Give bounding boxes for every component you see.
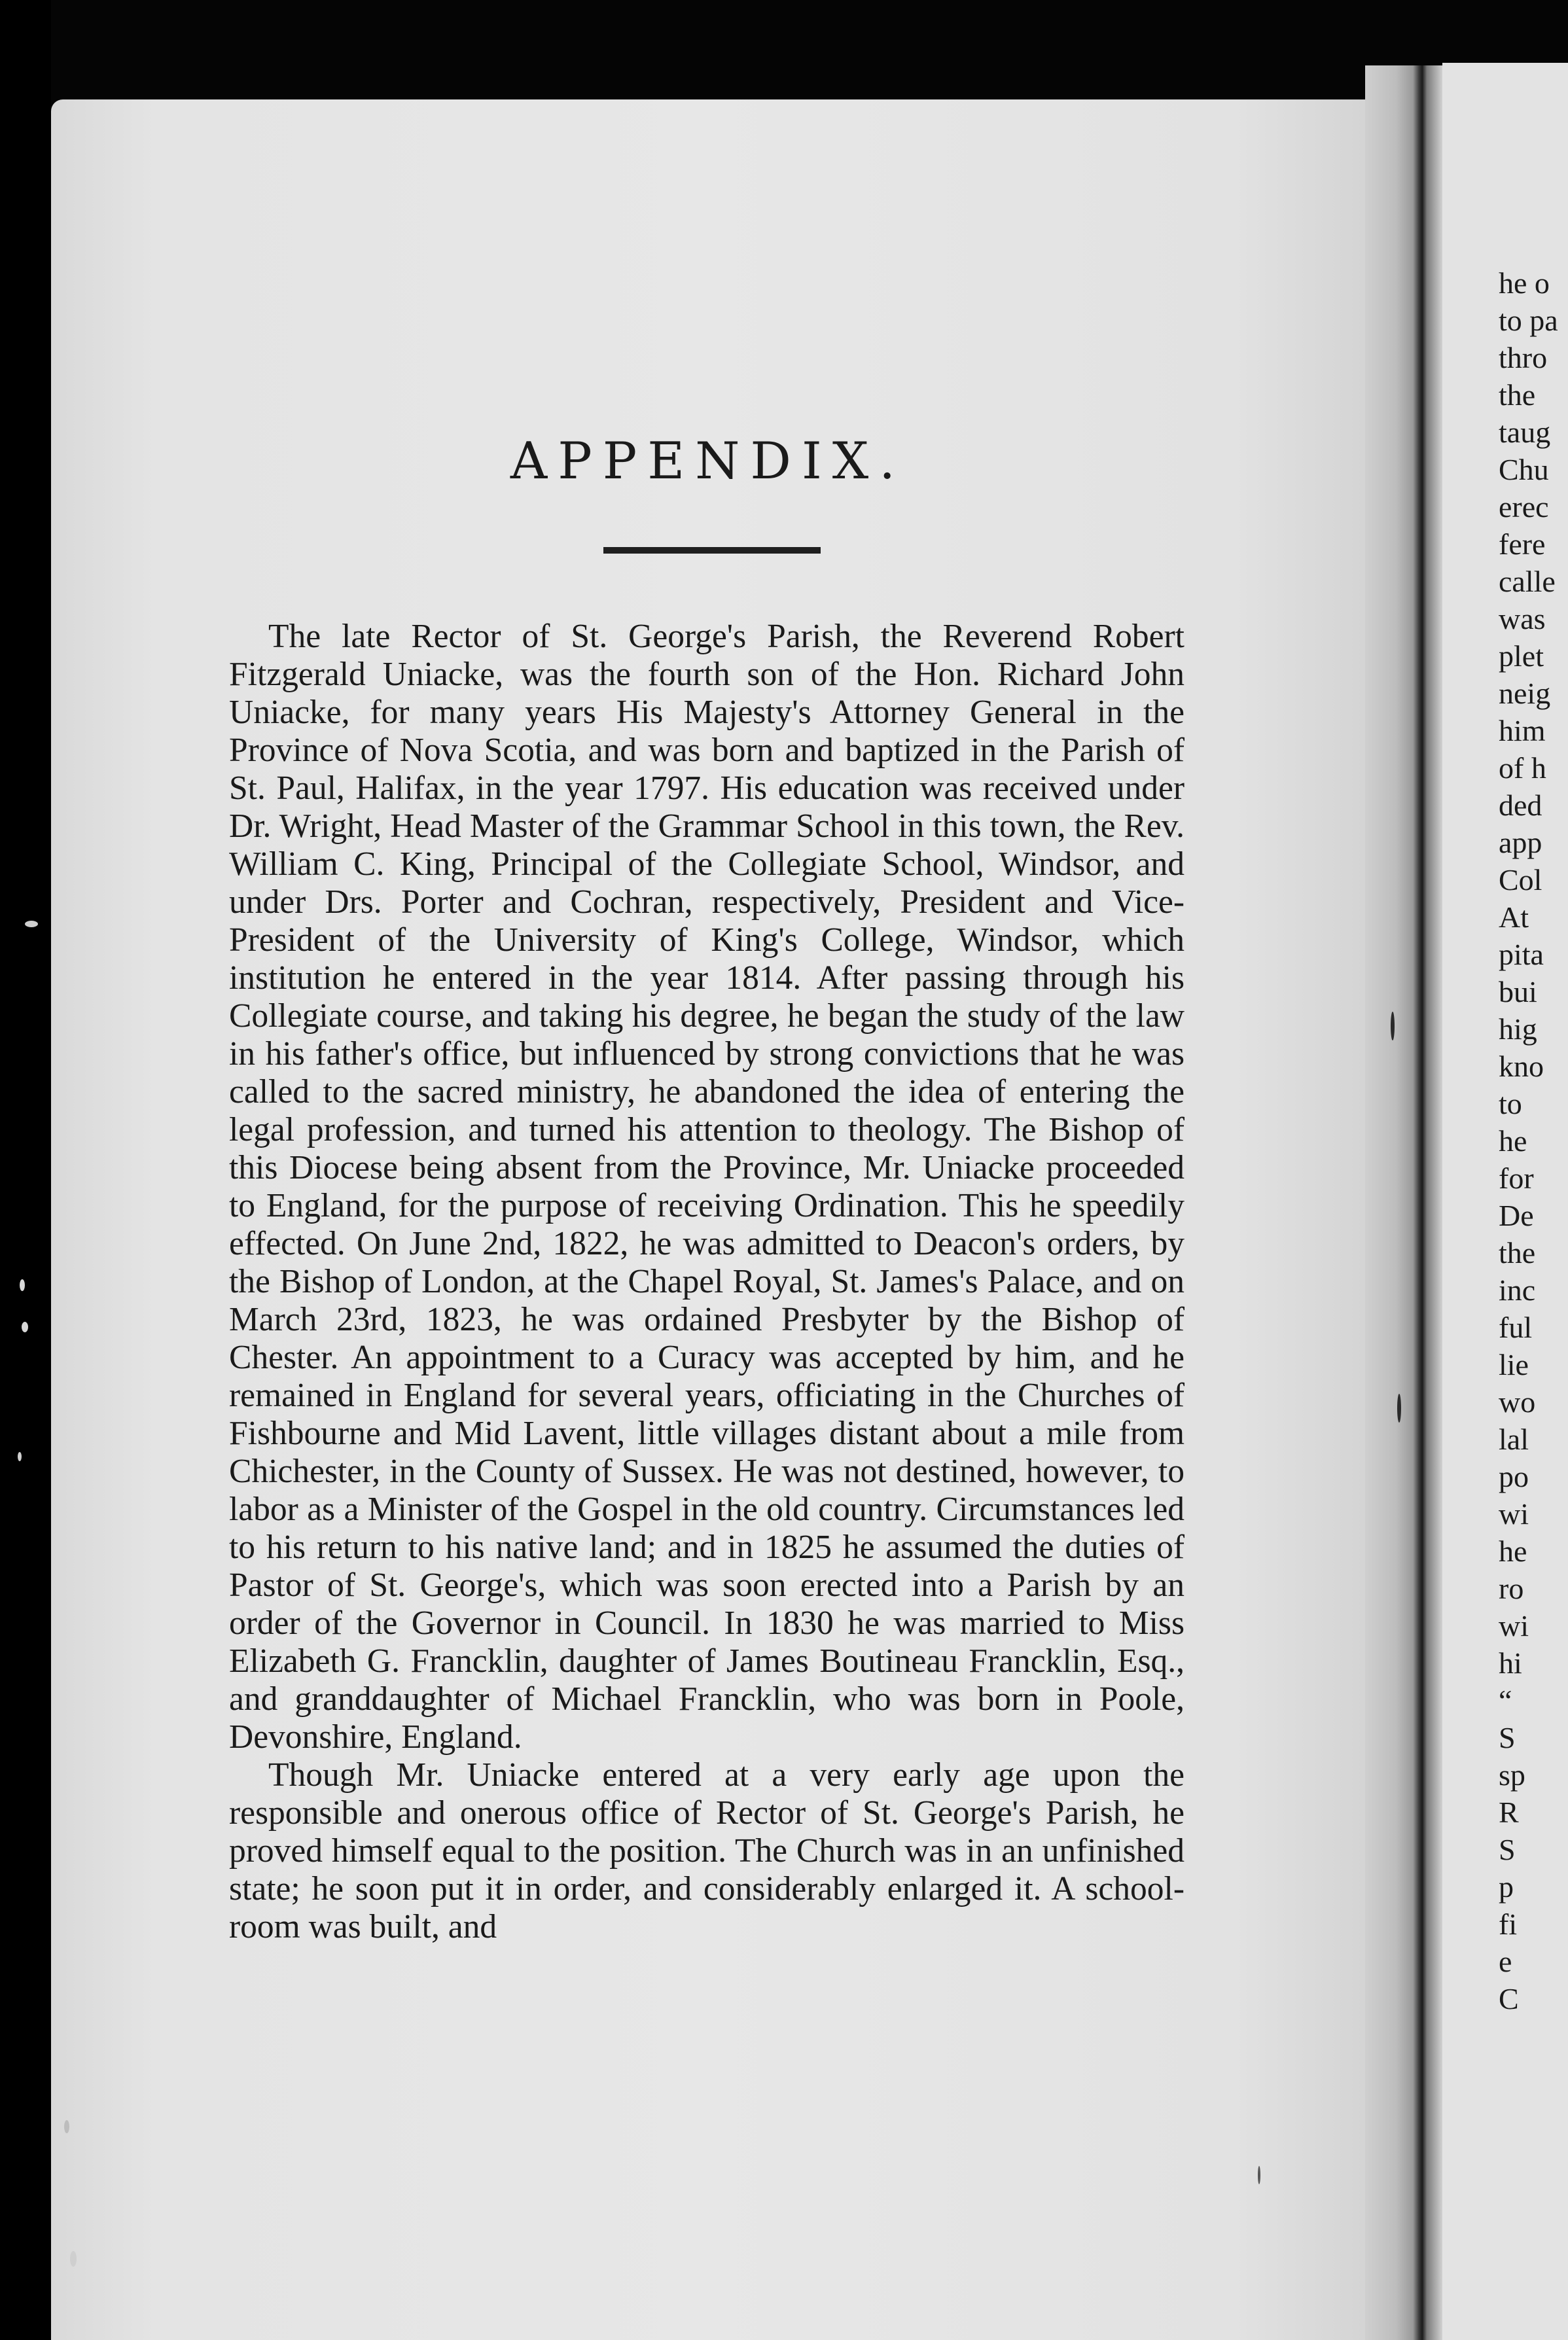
body-text — [229, 618, 1185, 1946]
right-page-line: e — [1499, 1945, 1512, 1978]
right-page-line: to pa — [1499, 304, 1558, 337]
paragraph-2: Though Mr. Uniacke entered at a very early age upon the responsible and onerous office of Rector of St. George's Parish, he proved himself equal to the position. The Church was in an unfinished state; he soon put it in order, and considerably enlarged it. A school-room was built, and — [229, 1756, 1185, 1945]
right-page-line: wi — [1499, 1497, 1529, 1531]
right-page-line: sp — [1499, 1758, 1525, 1792]
right-page-line: bui — [1499, 975, 1537, 1008]
right-page-line: po — [1499, 1460, 1529, 1493]
right-page-line: he o — [1499, 266, 1550, 300]
right-page-line: ful — [1499, 1311, 1533, 1344]
right-page-line: hi — [1499, 1646, 1522, 1680]
right-page-line: calle — [1499, 565, 1556, 598]
page-heading: APPENDIX. — [510, 432, 906, 491]
right-page-line: fere — [1499, 527, 1546, 561]
right-page-line: for — [1499, 1161, 1534, 1195]
right-page-line: At — [1499, 900, 1529, 934]
right-page-line: wi — [1499, 1609, 1529, 1642]
right-page-line: wo — [1499, 1385, 1536, 1419]
right-page-line: hig — [1499, 1012, 1537, 1046]
right-page-text-fragments — [1499, 264, 1558, 2017]
right-page-line: thro — [1499, 341, 1548, 374]
right-page-line: the — [1499, 1236, 1536, 1269]
right-page-line: app — [1499, 826, 1542, 859]
right-page-line: Chu — [1499, 453, 1549, 486]
right-page-line: S — [1499, 1721, 1516, 1754]
right-page-line: pita — [1499, 938, 1544, 971]
right-page-line: S — [1499, 1833, 1516, 1866]
paragraph-1: The late Rector of St. George's Parish, the Reverend Robert Fitzgerald Uniacke, was the fourth son of the Hon. Richard John Uniacke, for many years His Majesty's Attorney General in the Province of Nova Scotia, and was born and baptized in the Parish of St. Paul, Halifax, in the year 1797. His education was received under Dr. Wright, Head Master of the Grammar School in this town, the Rev. William C. King, Principal of the Collegiate School, Windsor, and under Drs. Porter and Cochran, respectively, President and Vice-President of the University of King's College, Windsor, which institution he entered in the year 1814. After passing through his Collegiate course, and taking his degree, he began the study of the law in his father's office, but influenced by strong convictions that he was called to the sacred ministry, he abandoned the idea of entering the legal profession, and turned his attention to theology. The Bishop of this Diocese being absent from the Province, Mr. Uniacke proceeded to England, for the purpose of receiving Ordination. This he speedily effected. On June 2nd, 1822, he was admitted to Deacon's orders, by the Bishop of London, at the Chapel Royal, St. James's Palace, and on March 23rd, 1823, he was ordained Presbyter by the Bishop of Chester. An appointment to a Curacy was accepted by him, and he remained in England for several years, officiating in the Churches of Fishbourne and Mid Lavent, little villages distant about a mile from Chichester, in the County of Sussex. He was not destined, however, to labor as a Minister of the Gospel in the old country. Circumstances led to his return to his native land; and in 1825 he assumed the duties of Pastor of St. George's, which was soon erected into a Parish by an order of the Governor in Council. In 1830 he was married to Miss Elizabeth G. Francklin, daughter of James Boutineau Francklin, Esq., and granddaughter of Michael Francklin, who was born in Poole, Devonshire, England. — [229, 618, 1185, 1756]
book-gutter — [1365, 65, 1442, 2340]
right-page-line: erec — [1499, 490, 1549, 523]
right-page-line: he — [1499, 1534, 1527, 1568]
right-page-line: ded — [1499, 789, 1542, 822]
right-page-line: p — [1499, 1870, 1514, 1904]
heading-rule — [603, 547, 821, 554]
right-page-line: lie — [1499, 1348, 1529, 1381]
scan-border-left — [0, 0, 51, 2340]
right-page-line: ro — [1499, 1572, 1524, 1605]
right-page-line: he — [1499, 1124, 1527, 1158]
right-page-line: “ — [1499, 1684, 1512, 1717]
right-page-line: taug — [1499, 416, 1551, 449]
right-page-line: R — [1499, 1796, 1519, 1829]
right-page-line: inc — [1499, 1273, 1536, 1307]
right-page-line: De — [1499, 1199, 1534, 1232]
right-page-line: kno — [1499, 1050, 1544, 1083]
right-page-line: to — [1499, 1087, 1522, 1120]
right-page-line: plet — [1499, 639, 1544, 673]
right-page-line: the — [1499, 378, 1536, 412]
right-page-line: Col — [1499, 863, 1542, 896]
right-page-line: neig — [1499, 677, 1551, 710]
right-page-line: was — [1499, 602, 1546, 635]
right-page-line: C — [1499, 1982, 1519, 2015]
right-page-line: him — [1499, 714, 1546, 747]
right-page-line: of h — [1499, 751, 1546, 785]
right-page-line: lal — [1499, 1423, 1529, 1456]
right-page-line: fi — [1499, 1907, 1518, 1941]
